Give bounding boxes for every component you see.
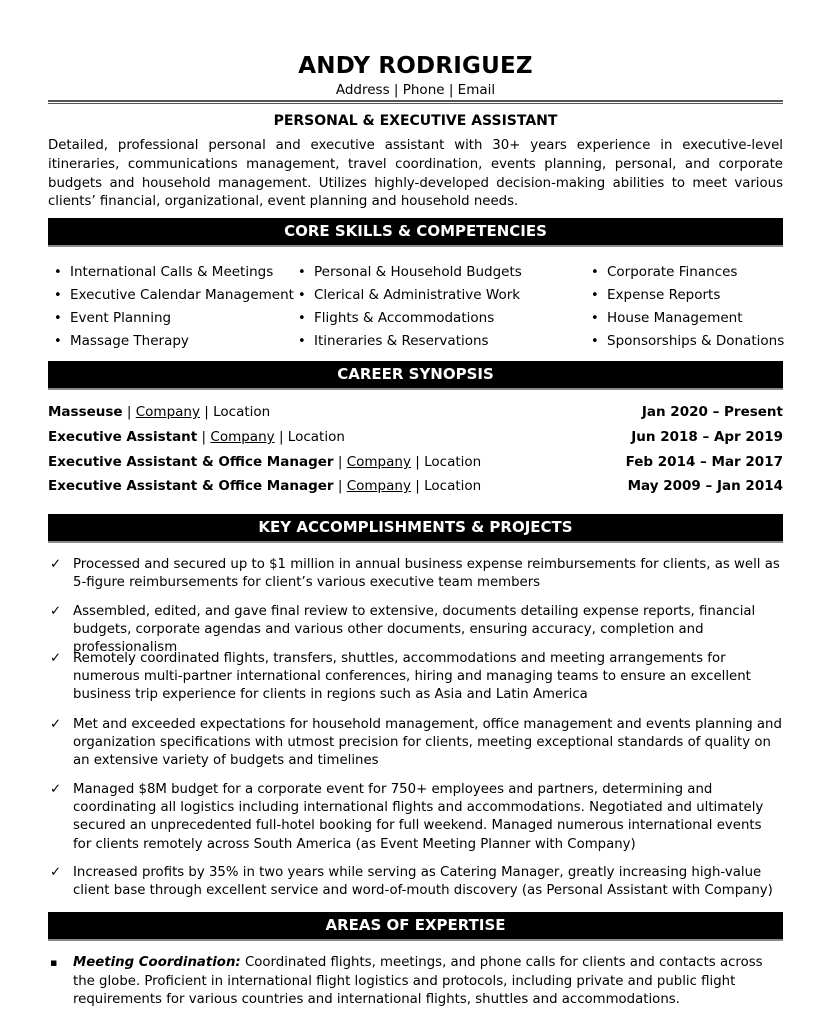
- job-location: Location: [424, 454, 482, 470]
- skills-column-1: [48, 261, 294, 353]
- job-dates: May 2009 – Jan 2014: [627, 478, 783, 494]
- skill-item: • Itineraries & Reservations: [292, 330, 522, 353]
- skills-column-3: [585, 261, 784, 353]
- header-divider: [48, 100, 783, 104]
- skill-item: • Clerical & Administrative Work: [292, 284, 522, 307]
- accomplishment-item: ✓ Met and exceeded expectations for household management, office management and events planning and organization specifications with utmost precision for clients, meeting exceptional standards of quality on an extensive variety of budgets and timelines: [50, 717, 782, 769]
- skill-item: • Flights & Accommodations: [292, 307, 522, 330]
- company-name: Company: [135, 404, 200, 420]
- bullet-icon: •: [54, 311, 62, 326]
- summary-paragraph: Detailed, professional personal and executive assistant with 30+ years experience in executive-level itineraries, communications management, travel coordination, events planning, personal, and corporate budgets and household management. Utilizes highly-developed decision-making abilities to meet various clients’ financial, organizational, event planning and household needs.: [48, 138, 783, 210]
- skill-item: • House Management: [585, 307, 784, 330]
- skill-item: • Corporate Finances: [585, 261, 784, 284]
- check-icon: ✓: [50, 782, 62, 797]
- company-name: Company: [346, 454, 411, 470]
- skill-item: • International Calls & Meetings: [48, 261, 294, 284]
- accomplishment-item: ✓ Managed $8M budget for a corporate event for 750+ employees and partners, determining and coordinating all logistics including international flights and accommodations. Negotiated and ultimately secured an unprecedented full-hotel booking for full weekend. Managed numerous international events for clients remotely across South America (as Event Meeting Planner with Company): [50, 782, 764, 852]
- job-title: Executive Assistant & Office Manager: [48, 454, 334, 470]
- bullet-icon: •: [591, 288, 599, 303]
- bullet-icon: •: [298, 288, 306, 303]
- expertise-label: Meeting Coordination:: [73, 955, 241, 970]
- contact-line: Address | Phone | Email: [335, 82, 496, 98]
- skill-item: • Expense Reports: [585, 284, 784, 307]
- section-key-accomplishments: KEY ACCOMPLISHMENTS & PROJECTS: [48, 514, 783, 543]
- skill-item: • Executive Calendar Management: [48, 284, 294, 307]
- job-dates: Feb 2014 – Mar 2017: [625, 454, 783, 470]
- skill-item: • Sponsorships & Donations: [585, 330, 784, 353]
- accomplishment-item: ✓ Processed and secured up to $1 million in annual business expense reimbursements for clients, as well as 5-figure reimbursements for client’s various executive team members: [50, 557, 780, 591]
- job-entry: Masseuse | Company | Location Jan 2020 – Present: [48, 404, 783, 420]
- job-title: Executive Assistant & Office Manager: [48, 478, 334, 494]
- accomplishment-item: ✓ Assembled, edited, and gave final review to extensive, documents detailing expense reports, financial budgets, corporate agendas and various other documents, ensuring accuracy, completion and professionalism: [50, 604, 756, 656]
- bullet-icon: •: [54, 334, 62, 349]
- check-icon: ✓: [50, 557, 62, 572]
- job-entry: Executive Assistant & Office Manager | Company | Location May 2009 – Jan 2014: [48, 478, 783, 494]
- skill-item: • Event Planning: [48, 307, 294, 330]
- job-entry: Executive Assistant & Office Manager | Company | Location Feb 2014 – Mar 2017: [48, 454, 783, 470]
- accomplishment-item: ✓ Remotely coordinated flights, transfers, shuttles, accommodations and meeting arrangements for numerous multi-partner international conferences, hiring and managing teams to ensure an excellent business trip experience for clients in regions such as Asia and Latin America: [50, 651, 751, 703]
- section-core-skills: CORE SKILLS & COMPETENCIES: [48, 218, 783, 247]
- job-location: Location: [287, 429, 345, 445]
- square-bullet-icon: ▪: [50, 956, 58, 969]
- skill-item: • Massage Therapy: [48, 330, 294, 353]
- accomplishment-item: ✓ Increased profits by 35% in two years while serving as Catering Manager, greatly increasing high-value client base through excellent service and word-of-mouth discovery (as Personal Assistant with Company): [50, 865, 773, 899]
- bullet-icon: •: [54, 288, 62, 303]
- job-dates: Jan 2020 – Present: [641, 404, 783, 420]
- skills-column-2: [292, 261, 522, 353]
- bullet-icon: •: [54, 265, 62, 280]
- candidate-name: ANDY RODRIGUEZ: [298, 53, 533, 79]
- skill-item: • Personal & Household Budgets: [292, 261, 522, 284]
- job-title: Masseuse: [48, 404, 123, 420]
- check-icon: ✓: [50, 604, 62, 619]
- job-location: Location: [213, 404, 271, 420]
- bullet-icon: •: [298, 334, 306, 349]
- job-entry: Executive Assistant | Company | Location Jun 2018 – Apr 2019: [48, 429, 783, 445]
- company-name: Company: [346, 478, 411, 494]
- bullet-icon: •: [298, 265, 306, 280]
- bullet-icon: •: [591, 334, 599, 349]
- job-location: Location: [424, 478, 482, 494]
- expertise-item: [48, 954, 783, 1010]
- section-areas-of-expertise: AREAS OF EXPERTISE: [48, 912, 783, 941]
- check-icon: ✓: [50, 865, 62, 880]
- job-dates: Jun 2018 – Apr 2019: [631, 429, 783, 445]
- section-career-synopsis: CAREER SYNOPSIS: [48, 361, 783, 390]
- expertise-text: Coordinated flights, meetings, and phone calls for clients and contacts across the globe. Proficient in international flight logistics and protocols, including private and public flight requirements for various countries and international flights, shuttles and accommodations.: [73, 955, 763, 1007]
- bullet-icon: •: [591, 265, 599, 280]
- check-icon: ✓: [50, 717, 62, 732]
- bullet-icon: •: [298, 311, 306, 326]
- bullet-icon: •: [591, 311, 599, 326]
- job-title: Executive Assistant: [48, 429, 198, 445]
- professional-headline: PERSONAL & EXECUTIVE ASSISTANT: [273, 113, 558, 129]
- check-icon: ✓: [50, 651, 62, 666]
- company-name: Company: [210, 429, 275, 445]
